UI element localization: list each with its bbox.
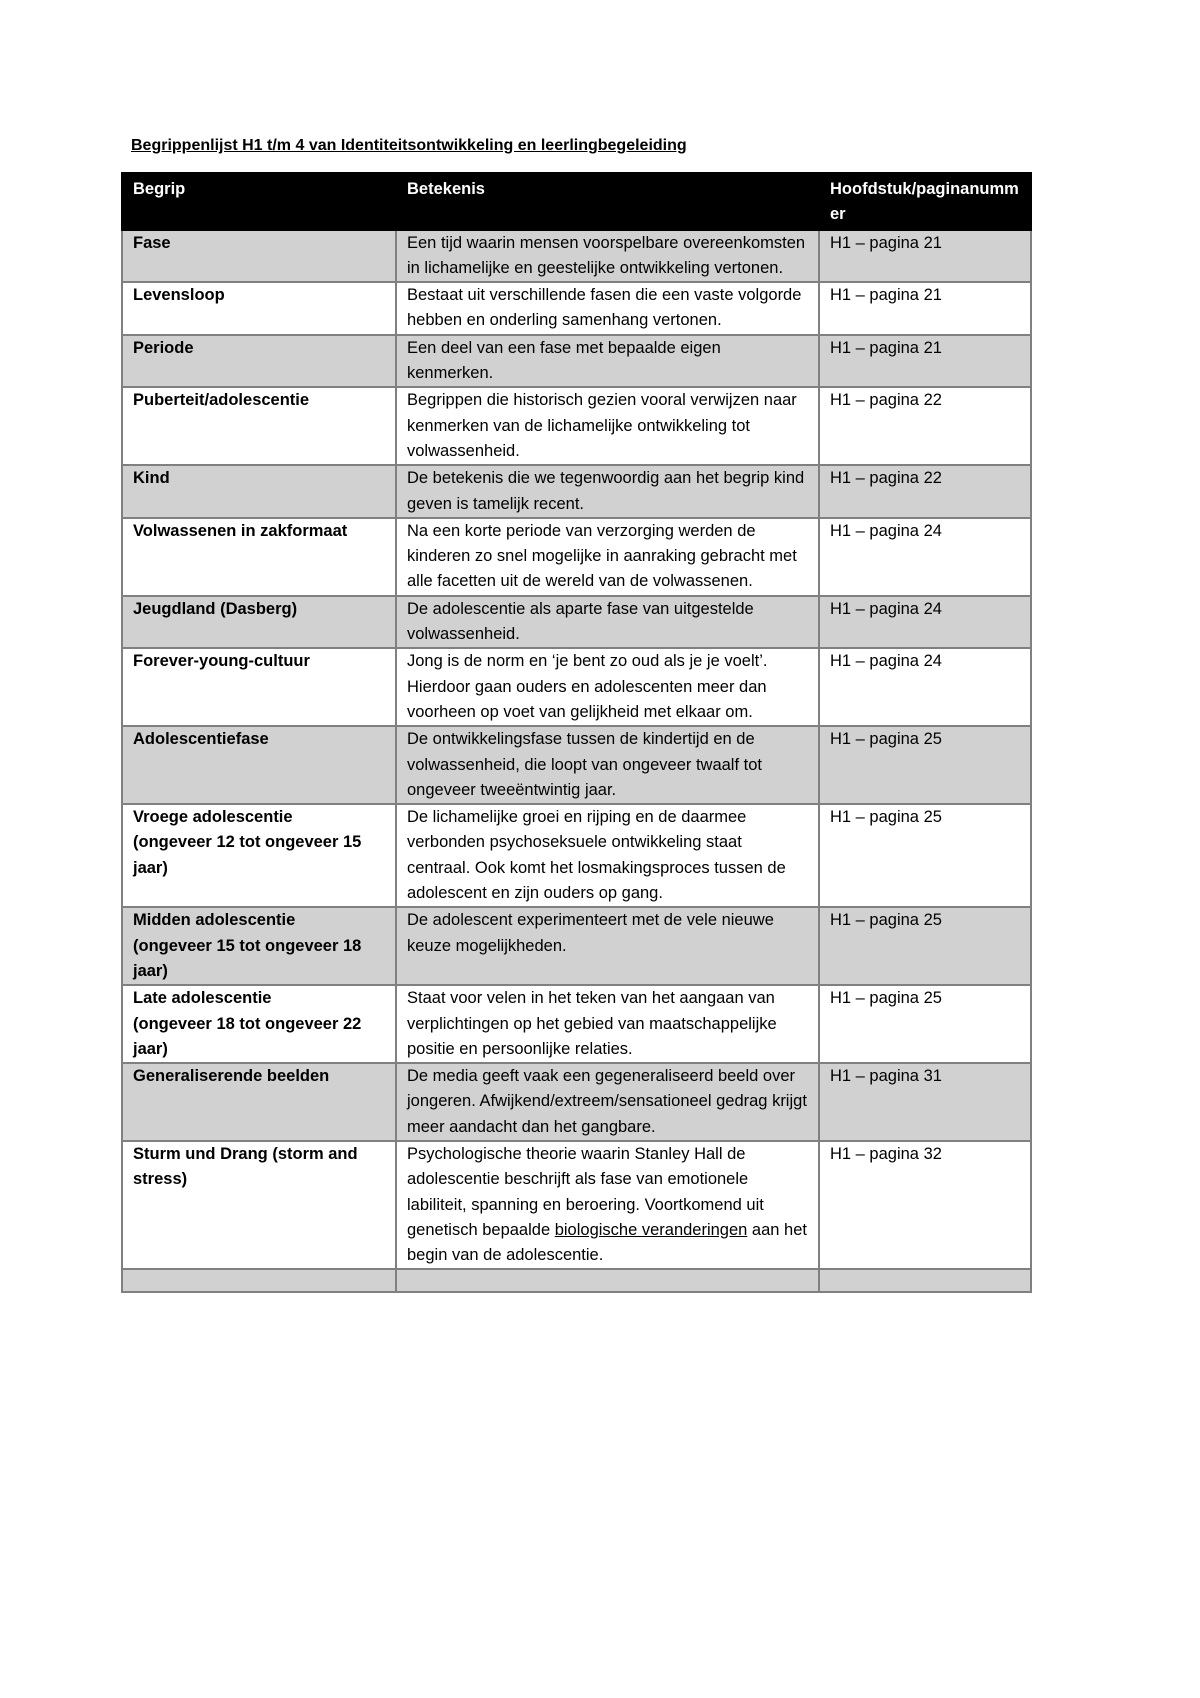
begrip-term: Generaliserende beelden: [133, 1067, 330, 1086]
pagina-cell: [819, 985, 1031, 1063]
pagina-reference: H1 – pagina 25: [830, 989, 942, 1008]
table-row: [122, 335, 1031, 388]
begrip-term: Volwassenen in zakformaat: [133, 521, 348, 540]
pagina-cell: [819, 648, 1031, 726]
pagina-reference: H1 – pagina 21: [830, 233, 942, 252]
betekenis-cell: [396, 335, 819, 388]
begrip-cell: [122, 726, 396, 804]
begrip-term: Puberteit/adolescentie: [133, 391, 310, 410]
begrip-term: Levensloop: [133, 286, 225, 305]
pagina-reference: H1 – pagina 25: [830, 911, 942, 930]
begrip-term: Late adolescentie (ongeveer 18 tot ongeveer 22 jaar): [133, 989, 362, 1058]
betekenis-cell: [396, 1141, 819, 1269]
betekenis-text: Psychologische theorie waarin Stanley Hall de adolescentie beschrijft als fase van emotionele labiliteit, spanning en beroering. Voortkomend uit genetisch bepaalde: [407, 1144, 764, 1239]
empty-cell: [819, 1269, 1031, 1292]
begrip-cell: [122, 596, 396, 649]
betekenis-cell: [396, 726, 819, 804]
betekenis-underlined-text: biologische veranderingen: [554, 1220, 748, 1239]
table-row: [122, 387, 1031, 465]
table-row: [122, 518, 1031, 596]
betekenis-cell: [396, 907, 819, 985]
empty-cell: [122, 1269, 396, 1292]
pagina-reference: H1 – pagina 24: [830, 599, 942, 618]
betekenis-text: De ontwikkelingsfase tussen de kindertijd en de volwassenheid, die loopt van ongeveer twaalf tot ongeveer tweeëntwintig jaar.: [407, 730, 762, 799]
betekenis-text: Na een korte periode van verzorging werden de kinderen zo snel mogelijke in aanraking gebracht met alle facetten uit de wereld van de volwassenen.: [407, 521, 797, 591]
begrip-term: Forever-young-cultuur: [133, 652, 310, 671]
betekenis-cell: [396, 596, 819, 649]
begrip-cell: [122, 648, 396, 726]
betekenis-cell: [396, 648, 819, 726]
begrip-cell: [122, 230, 396, 283]
table-row: [122, 804, 1031, 907]
pagina-cell: [819, 465, 1031, 518]
begrip-term: Sturm und Drang (storm and stress): [133, 1144, 358, 1189]
pagina-cell: [819, 726, 1031, 804]
pagina-cell: [819, 1063, 1031, 1141]
betekenis-text: aan het begin van de adolescentie.: [407, 1220, 807, 1265]
betekenis-cell: [396, 230, 819, 283]
betekenis-cell: [396, 282, 819, 335]
pagina-cell: [819, 596, 1031, 649]
betekenis-cell: [396, 804, 819, 907]
table-header: [122, 173, 1031, 230]
pagina-cell: [819, 804, 1031, 907]
begrip-cell: [122, 907, 396, 985]
table-row: [122, 726, 1031, 804]
betekenis-text: De media geeft vaak een gegeneraliseerd beeld over jongeren. Afwijkend/extreem/sensationeel gedrag krijgt meer aandacht dan het gangbare.: [407, 1067, 807, 1136]
betekenis-text: De betekenis die we tegenwoordig aan het begrip kind geven is tamelijk recent.: [407, 469, 805, 513]
pagina-cell: [819, 907, 1031, 985]
pagina-reference: H1 – pagina 25: [830, 808, 942, 827]
begrip-cell: [122, 282, 396, 335]
betekenis-text: Een deel van een fase met bepaalde eigen kenmerken.: [407, 338, 721, 383]
begrip-term: Vroege adolescentie (ongeveer 12 tot ongeveer 15 jaar): [133, 808, 362, 877]
begrip-cell: [122, 985, 396, 1063]
pagina-cell: [819, 518, 1031, 596]
pagina-reference: H1 – pagina 25: [830, 730, 942, 749]
pagina-reference: H1 – pagina 21: [830, 286, 942, 305]
terms-table: [121, 172, 1032, 1293]
pagina-cell: [819, 1141, 1031, 1269]
begrip-term: Periode: [133, 338, 194, 357]
document-title: Begrippenlijst H1 t/m 4 van Identiteitsontwikkeling en leerlingbegeleiding: [131, 137, 687, 154]
betekenis-text: De lichamelijke groei en rijping en de daarmee verbonden psychoseksuele ontwikkeling staat centraal. Ook komt het losmakingsproces tussen de adolescent en zijn ouders op gang.: [407, 808, 786, 903]
betekenis-cell: [396, 387, 819, 465]
header-row: [122, 173, 1031, 230]
table-row: [122, 1063, 1031, 1141]
table-row: [122, 648, 1031, 726]
table-row: [122, 282, 1031, 335]
pagina-cell: [819, 335, 1031, 388]
betekenis-text: De adolescent experimenteert met de vele nieuwe keuze mogelijkheden.: [407, 911, 774, 955]
header-hoofdstuk-paginanummer: Hoofdstuk/paginanummer: [819, 173, 1031, 230]
pagina-reference: H1 – pagina 22: [830, 391, 942, 410]
begrip-term: Adolescentiefase: [133, 730, 269, 749]
betekenis-text: Jong is de norm en ‘je bent zo oud als je je voelt’. Hierdoor gaan ouders en adolescenten meer dan voorheen op voet van gelijkheid met elkaar om.: [407, 652, 768, 721]
begrip-term: Jeugdland (Dasberg): [133, 599, 298, 618]
pagina-reference: H1 – pagina 24: [830, 652, 942, 671]
begrip-term: Kind: [133, 469, 170, 488]
pagina-cell: [819, 387, 1031, 465]
betekenis-text: Staat voor velen in het teken van het aangaan van verplichtingen op het gebied van maatschappelijke positie en persoonlijke relaties.: [407, 989, 777, 1058]
betekenis-text: Een tijd waarin mensen voorspelbare overeenkomsten in lichamelijke en geestelijke ontwikkeling vertonen.: [407, 233, 806, 277]
betekenis-text: De adolescentie als aparte fase van uitgestelde volwassenheid.: [407, 599, 754, 644]
table-row: [122, 985, 1031, 1063]
begrip-cell: [122, 518, 396, 596]
begrip-cell: [122, 804, 396, 907]
begrip-term: Midden adolescentie (ongeveer 15 tot ongeveer 18 jaar): [133, 911, 362, 980]
pagina-reference: H1 – pagina 32: [830, 1144, 942, 1163]
betekenis-text: Begrippen die historisch gezien vooral verwijzen naar kenmerken van de lichamelijke ontwikkeling tot volwassenheid.: [407, 391, 797, 460]
empty-cell: [396, 1269, 819, 1292]
table-row: [122, 596, 1031, 649]
begrip-term: Fase: [133, 233, 171, 252]
betekenis-cell: [396, 1063, 819, 1141]
pagina-reference: H1 – pagina 31: [830, 1067, 942, 1086]
betekenis-text: Bestaat uit verschillende fasen die een vaste volgorde hebben en onderling samenhang vertonen.: [407, 286, 802, 330]
header-begrip: Begrip: [122, 173, 396, 230]
begrip-cell: [122, 335, 396, 388]
table-row: [122, 230, 1031, 283]
pagina-cell: [819, 282, 1031, 335]
begrip-cell: [122, 465, 396, 518]
pagina-cell: [819, 230, 1031, 283]
betekenis-cell: [396, 518, 819, 596]
table-body: [122, 230, 1031, 1270]
pagina-reference: H1 – pagina 24: [830, 521, 942, 540]
empty-row: [122, 1269, 1031, 1292]
begrip-cell: [122, 387, 396, 465]
header-betekenis: Betekenis: [396, 173, 819, 230]
pagina-reference: H1 – pagina 21: [830, 338, 942, 357]
begrip-cell: [122, 1141, 396, 1269]
table-row: [122, 1141, 1031, 1269]
pagina-reference: H1 – pagina 22: [830, 469, 942, 488]
betekenis-cell: [396, 985, 819, 1063]
betekenis-cell: [396, 465, 819, 518]
table-row: [122, 465, 1031, 518]
begrip-cell: [122, 1063, 396, 1141]
table-empty-body: [122, 1269, 1031, 1292]
table-row: [122, 907, 1031, 985]
